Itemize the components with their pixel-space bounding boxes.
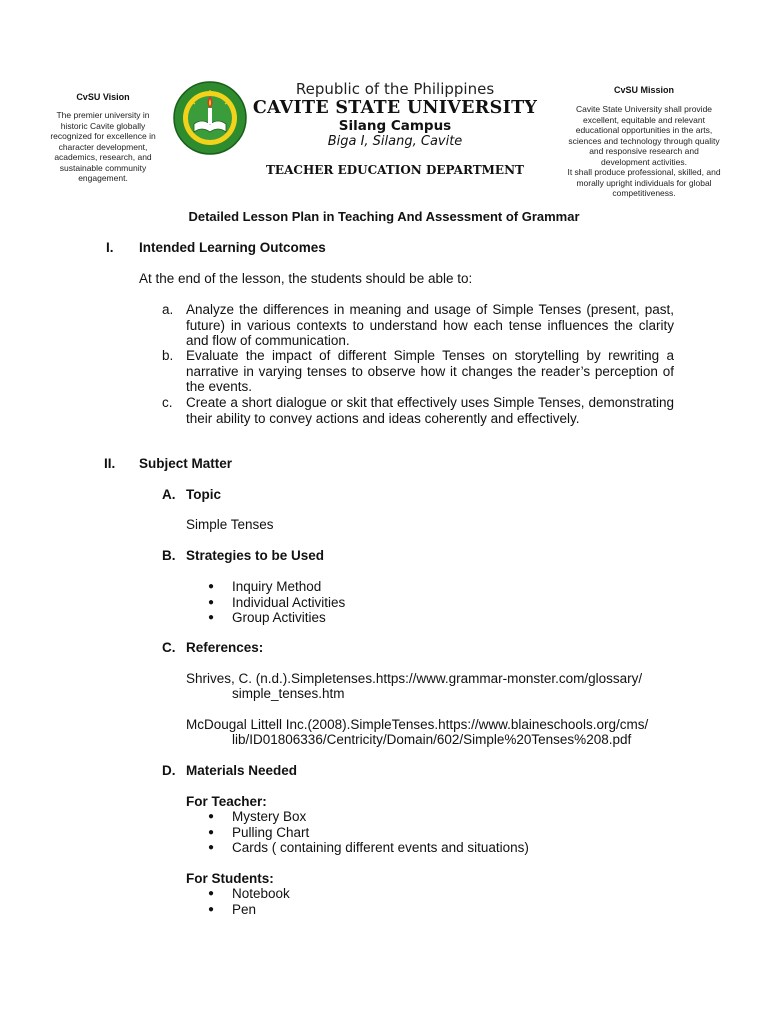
campus-name: Silang Campus (338, 118, 452, 134)
list-item: ● Inquiry Method (208, 579, 345, 595)
list-item: ● Notebook (208, 886, 290, 902)
vision-text: The premier university in historic Cavite globally recognized for excellence in character development, academics, research, and sustainable community engagement. (50, 110, 156, 183)
list-item: ● Mystery Box (208, 809, 529, 825)
university-name: CAVITE STATE UNIVERSITY (252, 98, 538, 118)
list-item: ● Group Activities (208, 610, 345, 626)
document-title: Detailed Lesson Plan in Teaching And Assessment of Grammar (188, 209, 580, 224)
outcome-b-text: Evaluate the impact of different Simple Tenses on storytelling by rewriting a narrative in varying tenses to observe how it changes the reader’s perception of the events. (186, 348, 674, 394)
outcome-b-letter: b. (162, 348, 174, 363)
section-1-numeral: I. (106, 240, 114, 255)
vision-block (44, 92, 162, 184)
reference-2-line-2: lib/ID01806336/Centricity/Domain/602/Simple%20Tenses%208.pdf (232, 732, 632, 747)
references-letter: C. (162, 640, 176, 655)
university-logo (172, 80, 248, 156)
strategies-list (208, 579, 345, 626)
section-2-heading: Subject Matter (139, 456, 233, 471)
mission-text-2: It shall produce professional, skilled, and morally upright individuals for global competitiveness. (567, 167, 721, 198)
references-heading: References: (186, 640, 264, 655)
list-item: ● Cards ( containing different events and situations) (208, 840, 529, 856)
section-1-heading: Intended Learning Outcomes (139, 240, 326, 255)
strategies-heading: Strategies to be Used (186, 548, 325, 563)
topic-heading: Topic (186, 487, 221, 502)
vision-title: CvSU Vision (76, 92, 130, 102)
outcomes-intro: At the end of the lesson, the students should be able to: (139, 271, 473, 286)
outcome-c-letter: c. (162, 395, 173, 410)
header-title-block (250, 80, 540, 177)
topic-value: Simple Tenses (186, 517, 274, 532)
reference-1-line-2: simple_tenses.htm (232, 686, 345, 701)
list-item: ● Pulling Chart (208, 825, 529, 841)
outcome-c-text: Create a short dialogue or skit that effectively uses Simple Tenses, demonstrating their ability to convey actions and ideas coherently and effectively. (186, 395, 674, 426)
republic-line: Republic of the Philippines (295, 80, 495, 98)
for-teacher-label: For Teacher: (186, 794, 267, 809)
topic-letter: A. (162, 487, 176, 502)
mission-text-1: Cavite State University shall provide excellent, equitable and relevant educational opportunities in the arts, sciences and technology through quality and responsive research and development activities. (568, 104, 720, 167)
for-students-label: For Students: (186, 871, 274, 886)
strategies-letter: B. (162, 548, 176, 563)
outcome-a-letter: a. (162, 302, 174, 317)
list-item: ● Pen (208, 902, 290, 918)
campus-location: Biga I, Silang, Cavite (327, 134, 463, 149)
department-name: TEACHER EDUCATION DEPARTMENT (266, 163, 524, 177)
materials-heading: Materials Needed (186, 763, 298, 778)
section-2-numeral: II. (104, 456, 116, 471)
mission-title: CvSU Mission (613, 85, 674, 95)
outcome-a-text: Analyze the differences in meaning and usage of Simple Tenses (present, past, future) in various contexts to understand how each tense influences the clarity and flow of communication. (186, 302, 674, 348)
materials-letter: D. (162, 763, 176, 778)
list-item: ● Individual Activities (208, 595, 345, 611)
mission-block (566, 85, 722, 199)
teacher-materials-list (208, 809, 529, 856)
reference-2-line-1: McDougal Littell Inc.(2008).SimpleTenses.https://www.blaineschools.org/cms/ (186, 717, 649, 732)
reference-1-line-1: Shrives, C. (n.d.).Simpletenses.https://www.grammar-monster.com/glossary/ (186, 671, 643, 686)
students-materials-list (208, 886, 290, 917)
